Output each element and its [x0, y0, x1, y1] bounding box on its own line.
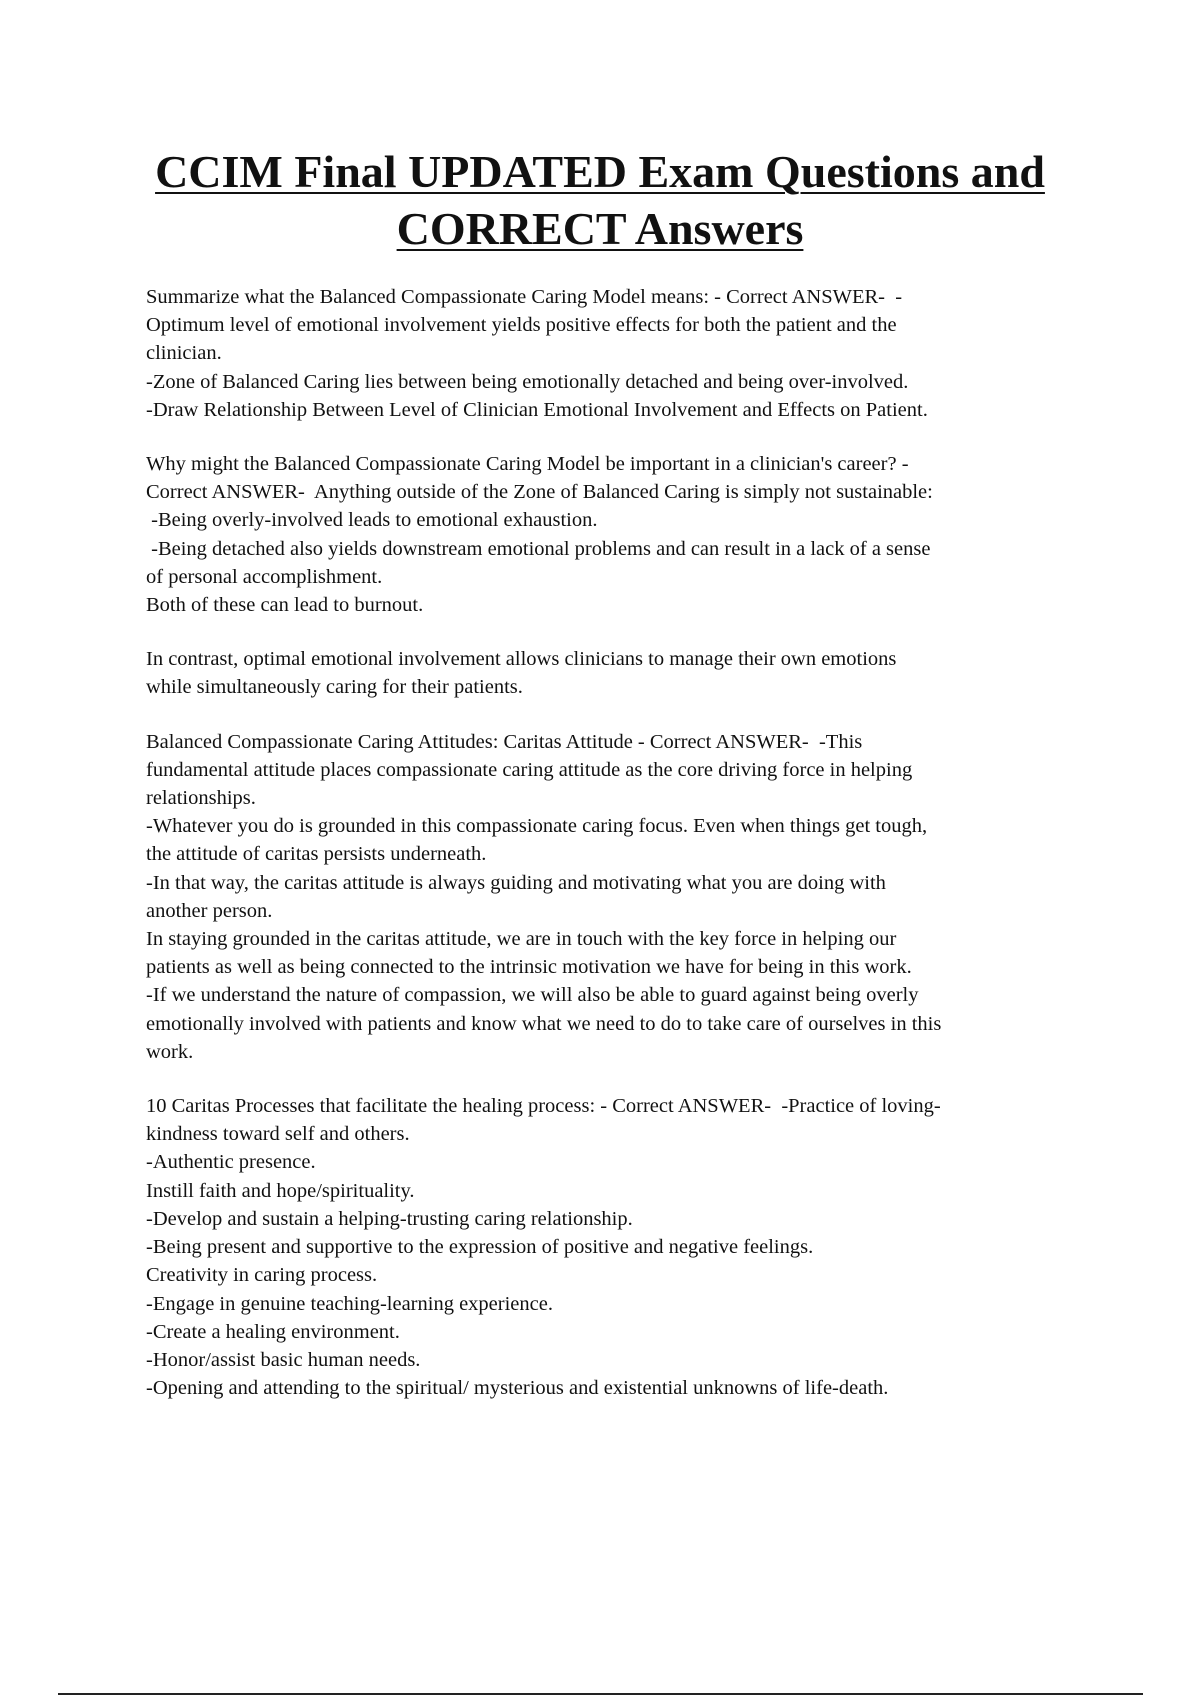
text-line: -If we understand the nature of compassion, we will also be able to guard against being overly: [146, 984, 919, 1007]
qa-block: [146, 450, 1091, 619]
text-line: fundamental attitude places compassionate caring attitude as the core driving force in helping: [146, 758, 913, 781]
text-line: -Draw Relationship Between Level of Clinician Emotional Involvement and Effects on Patient.: [146, 398, 928, 421]
text-line: -Honor/assist basic human needs.: [146, 1348, 421, 1371]
text-line: In contrast, optimal emotional involvement allows clinicians to manage their own emotions: [146, 648, 897, 671]
text-line: -Being overly-involved leads to emotional exhaustion.: [146, 509, 598, 532]
text-line: -Engage in genuine teaching-learning experience.: [146, 1292, 553, 1315]
text-line: emotionally involved with patients and know what we need to do to take care of ourselves in this: [146, 1012, 942, 1035]
document-title: [100, 143, 1100, 257]
text-line: Summarize what the Balanced Compassionate Caring Model means: - Correct ANSWER- -: [146, 286, 903, 308]
text-line: In staying grounded in the caritas attitude, we are in touch with the key force in helping our: [146, 928, 897, 951]
footer-rule: [58, 1693, 1143, 1695]
text-line: -Being present and supportive to the expression of positive and negative feelings.: [146, 1236, 814, 1259]
text-line: -Develop and sustain a helping-trusting caring relationship.: [146, 1207, 633, 1230]
text-line: of personal accomplishment.: [146, 565, 383, 588]
title-line-1: CCIM Final UPDATED Exam Questions and: [155, 146, 1045, 197]
text-line: work.: [146, 1040, 194, 1063]
qa-block: [146, 728, 1091, 1066]
text-line: -Zone of Balanced Caring lies between being emotionally detached and being over-involved.: [146, 370, 909, 393]
text-line: Why might the Balanced Compassionate Caring Model be important in a clinician's career? -: [146, 453, 909, 476]
text-line: -In that way, the caritas attitude is always guiding and motivating what you are doing with: [146, 871, 886, 894]
text-line: clinician.: [146, 342, 222, 365]
text-line: Creativity in caring process.: [146, 1264, 378, 1287]
text-line: -Whatever you do is grounded in this compassionate caring focus. Even when things get tough,: [146, 815, 928, 838]
document-body: [146, 283, 1091, 1428]
text-line: -Create a healing environment.: [146, 1320, 400, 1343]
text-line: Instill faith and hope/spirituality.: [146, 1179, 415, 1202]
text-line: while simultaneously caring for their patients.: [146, 676, 523, 699]
text-line: another person.: [146, 899, 273, 922]
qa-block: [146, 283, 1091, 424]
text-line: -Authentic presence.: [146, 1151, 316, 1174]
text-line: patients as well as being connected to the intrinsic motivation we have for being in this work.: [146, 956, 912, 979]
text-line: -Opening and attending to the spiritual/ mysterious and existential unknowns of life-death.: [146, 1377, 889, 1400]
text-line: kindness toward self and others.: [146, 1123, 410, 1146]
text-line: 10 Caritas Processes that facilitate the healing process: - Correct ANSWER- -Practice of loving-: [146, 1095, 941, 1118]
text-line: Both of these can lead to burnout.: [146, 594, 424, 617]
text-line: relationships.: [146, 787, 256, 810]
title-line-2: CORRECT Answers: [396, 203, 804, 254]
qa-block: [146, 1092, 1091, 1402]
qa-block: [146, 645, 1091, 701]
text-line: the attitude of caritas persists underneath.: [146, 843, 487, 866]
text-line: Balanced Compassionate Caring Attitudes: Caritas Attitude - Correct ANSWER- -This: [146, 730, 863, 753]
text-line: Optimum level of emotional involvement yields positive effects for both the patient and the: [146, 314, 897, 337]
text-line: -Being detached also yields downstream emotional problems and can result in a lack of a sense: [146, 537, 931, 560]
text-line: Correct ANSWER- Anything outside of the Zone of Balanced Caring is simply not sustainable:: [146, 481, 933, 504]
